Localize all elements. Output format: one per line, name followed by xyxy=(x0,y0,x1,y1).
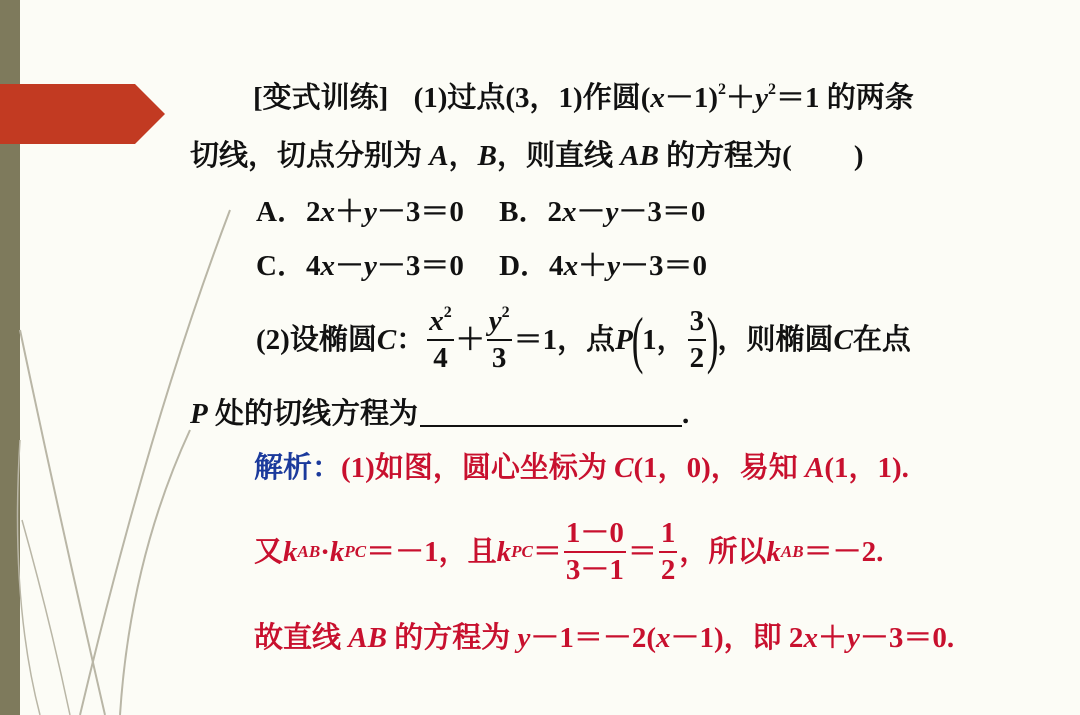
problem-part-2: (2)设椭圆 C ： $\frac{x^2}{4}$ ＋ $\frac{y^2}{3}$ ＝1 ，点 P ( 1 ， $\frac{3}{2}$ ) ，则椭圆 C 在点 xyxy=(256,304,911,375)
fraction-3-over-2: $\frac{3}{2}$ xyxy=(689,305,705,374)
solution-label: 解析： xyxy=(254,452,342,484)
problem-line-1: [变式训练] (1)过点(3，1)作圆$(x-1)^2+y^2=1$ 的两条 xyxy=(253,81,914,114)
problem-line-2: 切线，切点分别为 A，B，则直线 AB 的方程为( ) xyxy=(190,140,864,172)
option-row-cd xyxy=(256,246,707,286)
solution-line-2: 又 k AB · k PC ＝－1，且 k PC ＝ $\frac{1-0}{3-1}$ ＝ $\frac{1}{2}$ ，所以 k AB ＝－2. xyxy=(254,517,884,586)
option-b: B．2x－y－3＝0 xyxy=(499,196,706,228)
fraction-slope: $\frac{1-0}{3-1}$ xyxy=(565,517,624,586)
answer-blank xyxy=(420,397,682,427)
option-a: A．2x＋y－3＝0 xyxy=(256,196,464,228)
red-arrow-icon xyxy=(0,84,165,144)
fraction-x2-over-4: $\frac{x^2}{4}$ xyxy=(429,304,452,374)
option-c: C．4x－y－3＝0 xyxy=(256,250,464,282)
option-row-ab xyxy=(256,192,705,232)
solution-line-1: 解析：(1)如图，圆心坐标为 C(1，0)，易知 A(1，1). xyxy=(254,452,909,484)
fraction-half: $\frac{1}{2}$ xyxy=(660,517,676,586)
fraction-y2-over-3: $\frac{y^2}{3}$ xyxy=(488,304,510,374)
option-d: D．4x＋y－3＝0 xyxy=(499,250,707,282)
problem-line-p: P 处的切线方程为 . xyxy=(190,398,690,430)
solution-line-3: 故直线 AB 的方程为 y－1＝－2(x－1)，即 2x＋y－3＝0. xyxy=(254,622,955,654)
